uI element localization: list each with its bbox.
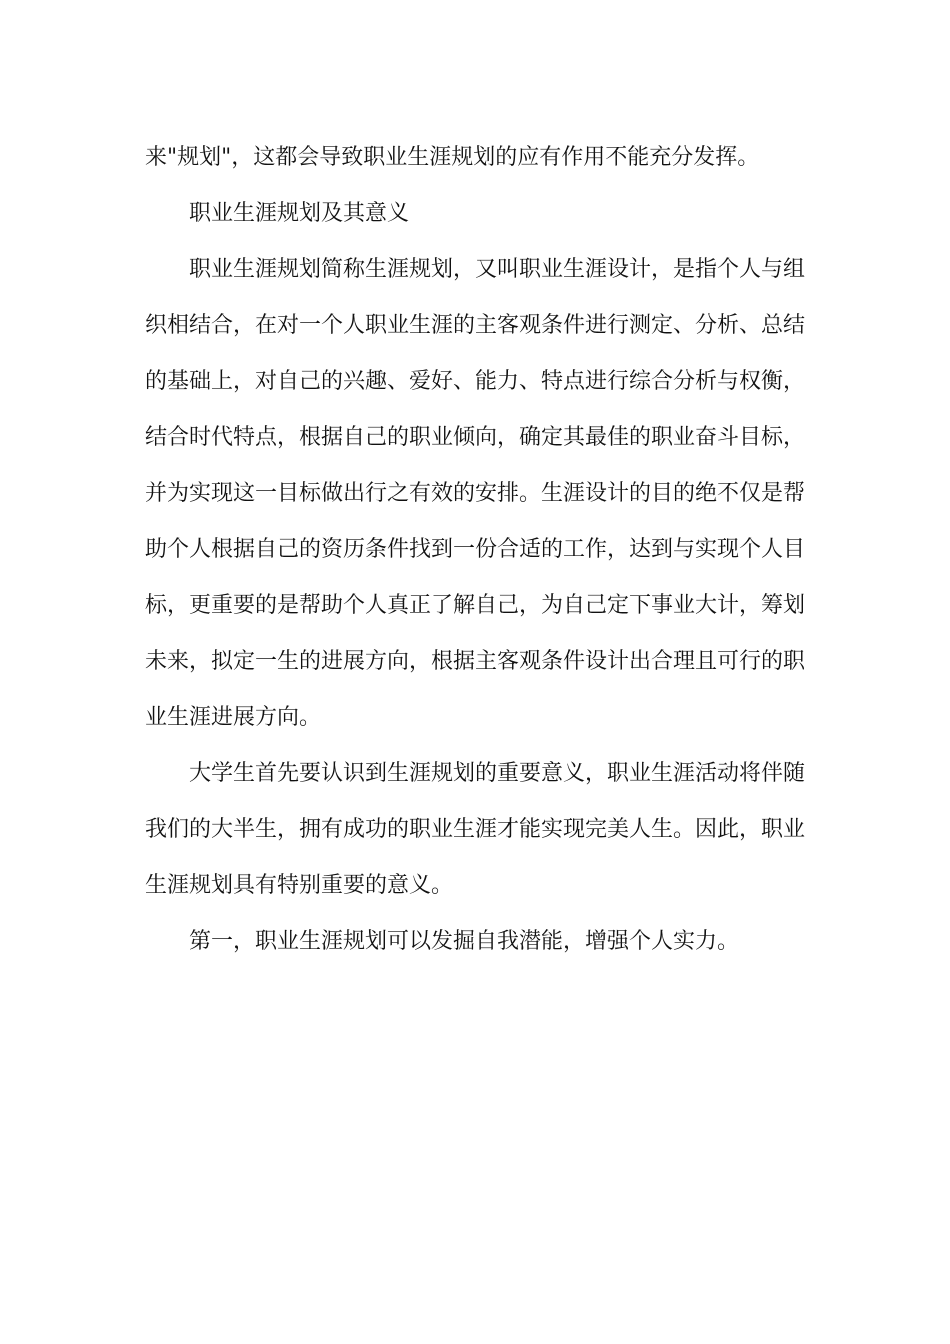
- paragraph-definition: 职业生涯规划简称生涯规划，又叫职业生涯设计，是指个人与组织相结合，在对一个人职业生涯的主客观条件进行测定、分析、总结的基础上，对自己的兴趣、爱好、能力、特点进行综合分析与权衡，结合时代特点，根据自己的职业倾向，确定其最佳的职业奋斗目标，并为实现这一目标做出行之有效的安排。生涯设计的目的绝不仅是帮助个人根据自己的资历条件找到一份合适的工作，达到与实现个人目标，更重要的是帮助个人真正了解自己，为自己定下事业大计，筹划未来，拟定一生的进展方向，根据主客观条件设计出合理且可行的职业生涯进展方向。: [145, 257, 806, 730]
- paragraph-importance: 大学生首先要认识到生涯规划的重要意义，职业生涯活动将伴随我们的大半生，拥有成功的职业生涯才能实现完美人生。因此，职业生涯规划具有特别重要的意义。: [145, 761, 806, 898]
- section-heading: 职业生涯规划及其意义: [189, 201, 410, 226]
- body-text: [145, 130, 805, 970]
- paragraph-continuation: 来"规划"，这都会导致职业生涯规划的应有作用不能充分发挥。: [145, 145, 760, 170]
- paragraph-point-one: 第一，职业生涯规划可以发掘自我潜能，增强个人实力。: [189, 929, 740, 954]
